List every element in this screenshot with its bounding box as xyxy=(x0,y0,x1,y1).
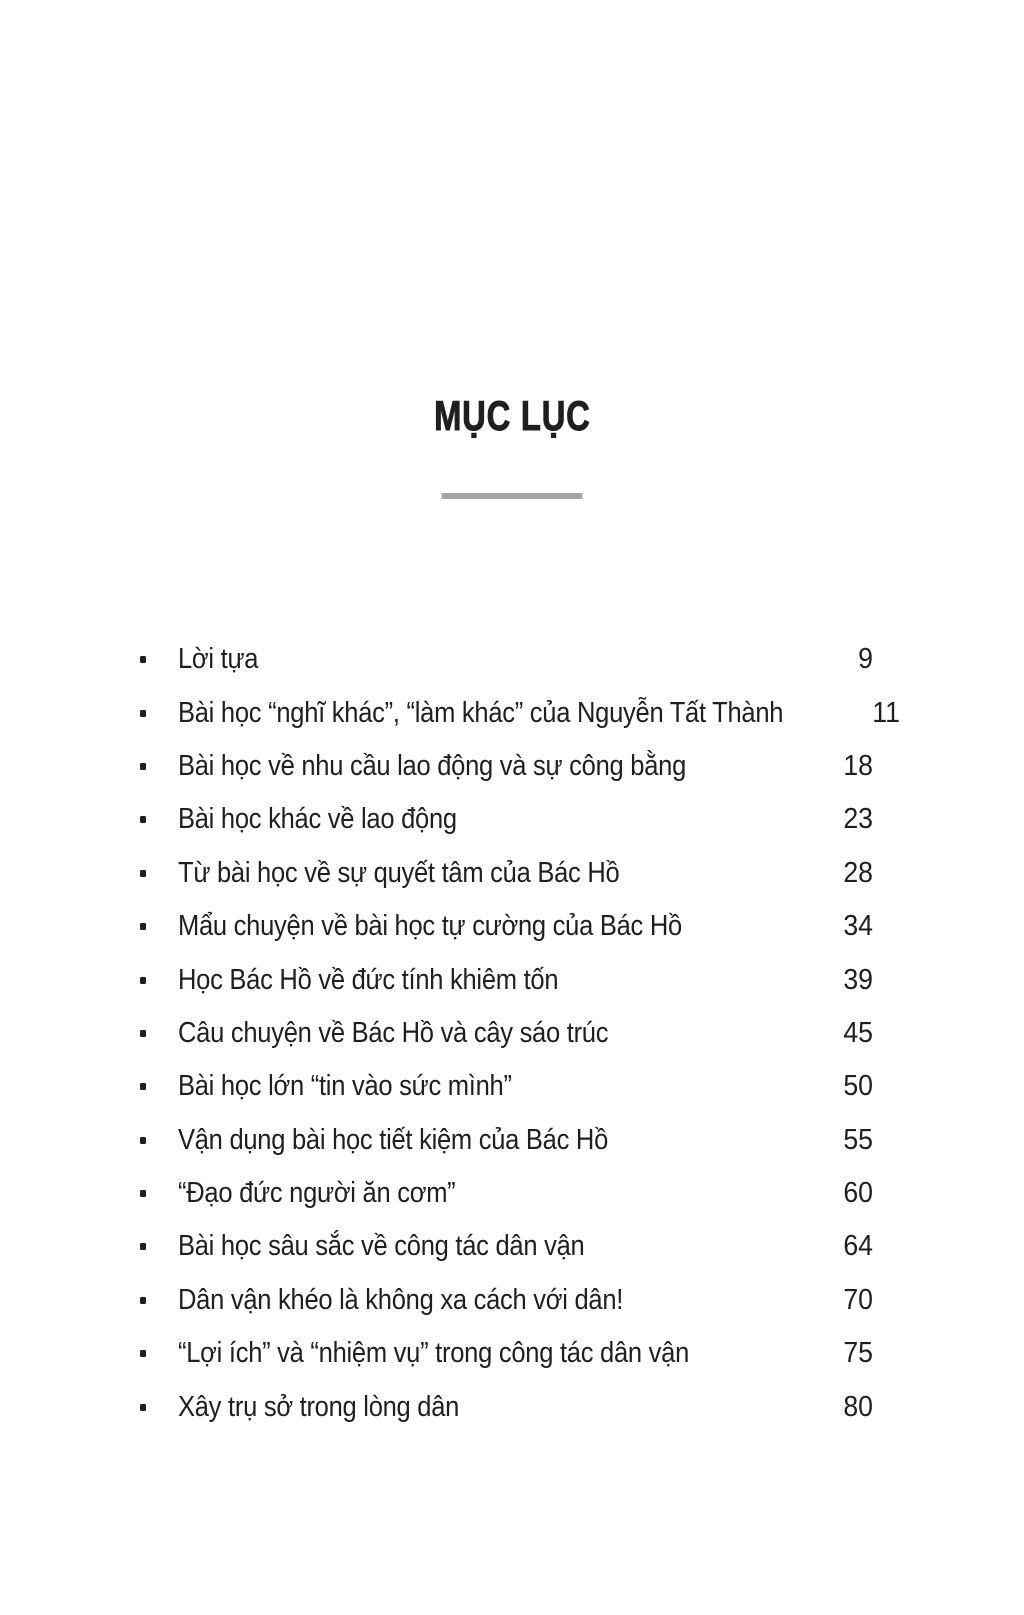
title-divider-rule xyxy=(442,493,583,499)
bullet-icon xyxy=(140,656,146,663)
bullet-icon xyxy=(140,923,146,930)
toc-entry-page-number: 45 xyxy=(843,1016,873,1049)
toc-entry xyxy=(140,793,873,846)
toc-entry-page-number: 55 xyxy=(843,1123,873,1156)
toc-entry-label: Bài học về nhu cầu lao động và sự công bằng xyxy=(178,749,687,782)
toc-entry-label: Dân vận khéo là không xa cách với dân! xyxy=(178,1283,624,1316)
toc-entry-page-number: 23 xyxy=(843,803,873,836)
page-title xyxy=(0,392,1024,440)
toc-entry-label: Vận dụng bài học tiết kiệm của Bác Hồ xyxy=(178,1123,609,1156)
toc-list xyxy=(140,633,900,1434)
bullet-icon xyxy=(140,816,146,823)
bullet-icon xyxy=(140,763,146,770)
toc-entry-label: Bài học khác về lao động xyxy=(178,803,457,836)
toc-entry xyxy=(140,1060,873,1113)
bullet-icon xyxy=(140,710,146,717)
bullet-icon xyxy=(140,1030,146,1037)
toc-entry-label: Câu chuyện về Bác Hồ và cây sáo trúc xyxy=(178,1016,609,1049)
bullet-icon xyxy=(140,1083,146,1090)
page-title-text: MỤC LỤC xyxy=(433,392,591,439)
toc-entry-page-number: 11 xyxy=(872,696,900,729)
toc-entry-page-number: 39 xyxy=(843,963,873,996)
toc-entry-label: Lời tựa xyxy=(178,643,259,676)
toc-entry xyxy=(140,633,873,686)
toc-entry xyxy=(140,953,873,1006)
toc-entry-label: Học Bác Hồ về đức tính khiêm tốn xyxy=(178,963,559,996)
toc-entry-label: Bài học “nghĩ khác”, “làm khác” của Nguyễn Tất Thành xyxy=(178,696,784,729)
toc-entry-page-number: 9 xyxy=(858,643,873,676)
toc-entry xyxy=(140,740,873,793)
toc-entry-label: Từ bài học về sự quyết tâm của Bác Hồ xyxy=(178,856,620,889)
toc-entry-page-number: 28 xyxy=(843,856,873,889)
toc-entry-label: Bài học lớn “tin vào sức mình” xyxy=(178,1070,512,1103)
toc-entry xyxy=(140,1220,873,1273)
toc-entry-page-number: 75 xyxy=(843,1337,873,1370)
toc-entry-page-number: 80 xyxy=(843,1390,873,1423)
toc-entry xyxy=(140,1274,873,1327)
toc-entry-page-number: 34 xyxy=(843,910,873,943)
toc-entry-page-number: 64 xyxy=(843,1230,873,1263)
toc-entry xyxy=(140,1167,873,1220)
toc-entry xyxy=(140,686,900,739)
bullet-icon xyxy=(140,1190,146,1197)
toc-entry-label: “Lợi ích” và “nhiệm vụ” trong công tác dân vận xyxy=(178,1337,690,1370)
toc-entry-page-number: 70 xyxy=(843,1283,873,1316)
toc-entry-label: Mẩu chuyện về bài học tự cường của Bác Hồ xyxy=(178,910,682,943)
toc-entry-page-number: 50 xyxy=(843,1070,873,1103)
toc-entry-page-number: 60 xyxy=(843,1177,873,1210)
toc-entry-page-number: 18 xyxy=(843,749,873,782)
toc-entry xyxy=(140,847,873,900)
toc-entry-label: Xây trụ sở trong lòng dân xyxy=(178,1390,460,1423)
toc-entry xyxy=(140,1007,873,1060)
bullet-icon xyxy=(140,1404,146,1411)
toc-entry xyxy=(140,1327,873,1380)
toc-entry xyxy=(140,1380,873,1433)
toc-entry xyxy=(140,1114,873,1167)
bullet-icon xyxy=(140,977,146,984)
bullet-icon xyxy=(140,1243,146,1250)
bullet-icon xyxy=(140,1137,146,1144)
toc-entry-label: “Đạo đức người ăn cơm” xyxy=(178,1177,456,1210)
bullet-icon xyxy=(140,870,146,877)
bullet-icon xyxy=(140,1297,146,1304)
toc-entry-label: Bài học sâu sắc về công tác dân vận xyxy=(178,1230,585,1263)
toc-entry xyxy=(140,900,873,953)
bullet-icon xyxy=(140,1350,146,1357)
